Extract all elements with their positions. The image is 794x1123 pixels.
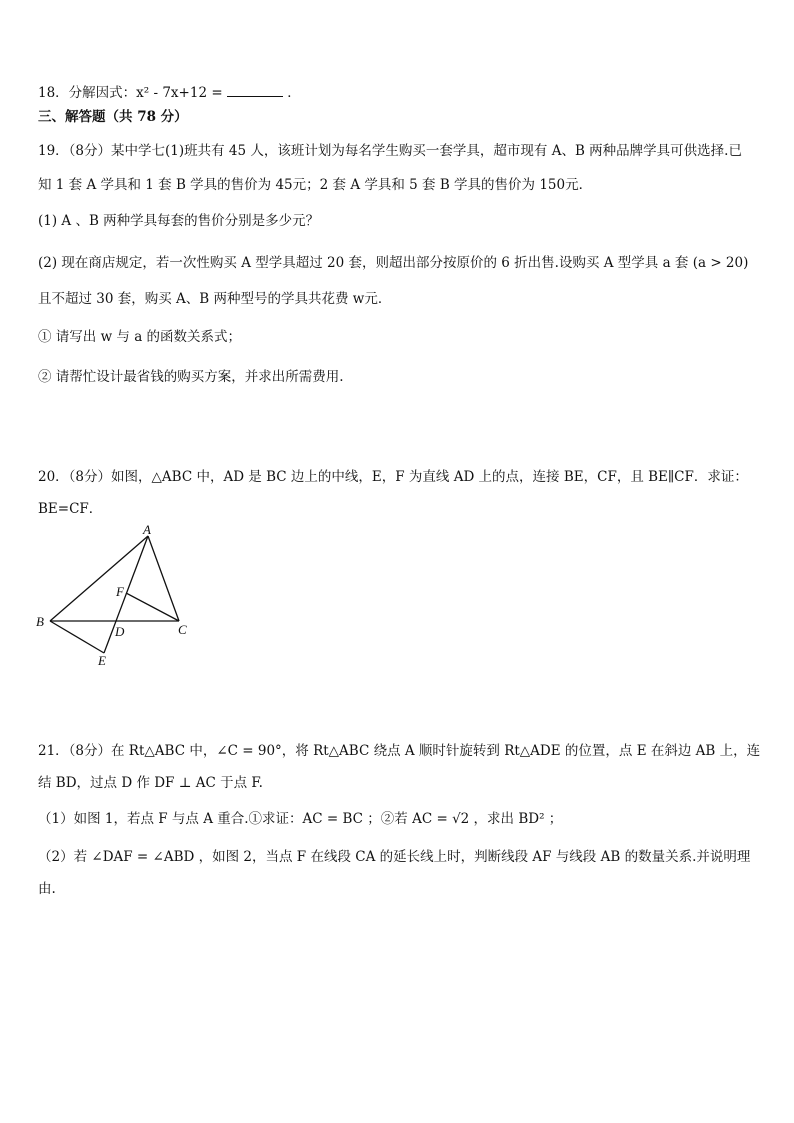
segment-be [50, 621, 104, 653]
question-20-line-1: 20．（8分）如图，△ABC 中，AD 是 BC 边上的中线，E，F 为直线 AD 上的点，连接 BE，CF，且 BE∥CF．求证： [38, 469, 748, 485]
label-a: A [143, 522, 151, 537]
question-19-part-2-line-1: (2) 现在商店规定，若一次性购买 A 型学具超过 20 套，则超出部分按原价的 6 折出售.设购买 A 型学具 a 套 (a > 20) [38, 255, 749, 271]
question-21-part-2-line-1: （2）若 ∠DAF = ∠ABD ，如图 2，当点 F 在线段 CA 的延长线上时，判断线段 AF 与线段 AB 的数量关系.并说明理 [38, 849, 751, 865]
question-21-part-1: （1）如图 1，若点 F 与点 A 重合.①求证：AC = BC ；②若 AC = √2 ，求出 BD² ； [38, 811, 563, 827]
question-19-line-1: 19．（8分）某中学七(1)班共有 45 人，该班计划为每名学生购买一套学具，超市现有 A、B 两种品牌学具可供选择.已 [38, 143, 742, 159]
question-18-tail: ． [287, 85, 301, 101]
question-18-text: 18．分解因式：x² - 7x+12 = [38, 85, 223, 101]
question-21-part-2-line-2: 由. [38, 881, 56, 897]
question-20-line-2: BE=CF． [38, 501, 103, 517]
label-f: F [116, 584, 124, 599]
question-21-line-2: 结 BD，过点 D 作 DF ⊥ AC 于点 F. [38, 775, 263, 791]
section-heading: 三、解答题（共 78 分） [38, 109, 188, 125]
triangle-figure [30, 522, 210, 672]
segment-fc [126, 593, 179, 621]
answer-blank [227, 84, 283, 97]
question-19-part-2-line-2: 且不超过 30 套，购买 A、B 两种型号的学具共花费 w元． [38, 291, 392, 307]
segment-ab [50, 536, 148, 621]
question-21-line-1: 21．（8分）在 Rt△ABC 中，∠C = 90°，将 Rt△ABC 绕点 A 顺时针旋转到 Rt△ADE 的位置，点 E 在斜边 AB 上，连 [38, 743, 761, 759]
segment-ac [148, 536, 179, 621]
question-19-line-2: 知 1 套 A 学具和 1 套 B 学具的售价为 45元；2 套 A 学具和 5 套 B 学具的售价为 150元． [38, 177, 593, 193]
label-d: D [115, 624, 125, 639]
label-e: E [98, 653, 106, 668]
question-19-sub-1: ① 请写出 w 与 a 的函数关系式； [38, 329, 242, 345]
question-19-sub-2: ② 请帮忙设计最省钱的购买方案，并求出所需费用. [38, 369, 344, 385]
label-c: C [178, 622, 187, 637]
segment-ae [104, 536, 148, 653]
label-b: B [36, 614, 44, 629]
question-19-part-1: (1) A 、B 两种学具每套的售价分别是多少元？ [38, 213, 320, 229]
question-18 [38, 84, 301, 102]
